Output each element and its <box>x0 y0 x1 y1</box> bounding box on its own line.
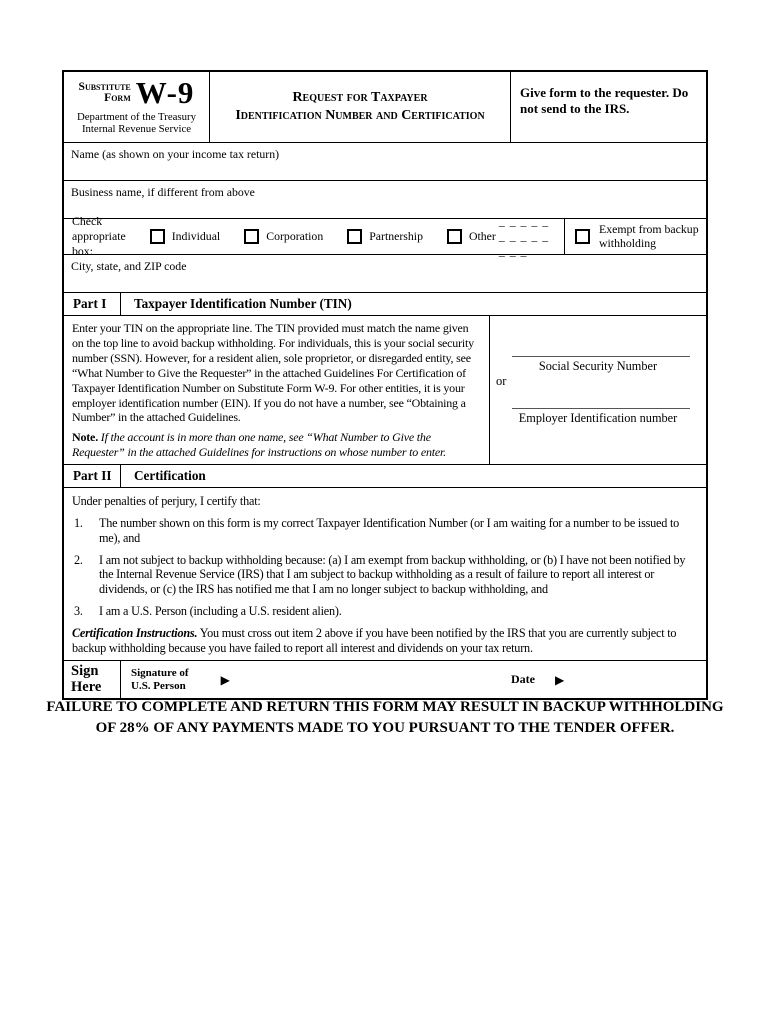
tin-entry-cell <box>489 316 706 464</box>
certification-item-3 <box>72 604 698 619</box>
partnership-checkbox[interactable] <box>347 229 362 244</box>
business-name-field[interactable] <box>64 180 706 218</box>
item2-text: I am not subject to backup withholding because: (a) I am exempt from backup withholding, or (b) I have not been notified by the Internal Revenue Service (IRS) that I am subject to backup withholding as a result of failure to report all interest or dividends, or (c) the IRS has notified me that I am no longer subject to backup withholding, and <box>99 552 686 597</box>
part1-note <box>72 430 481 460</box>
part2-label: Part II <box>64 465 121 487</box>
certification-instructions-label: Certification Instructions. <box>72 625 198 640</box>
business-name-field-label: Business name, if different from above <box>71 185 255 199</box>
corporation-label: Corporation <box>266 229 324 243</box>
part1-instructions-text: Enter your TIN on the appropriate line. The TIN provided must match the name given on the top line to avoid backup withholding. For individuals, this is your social security number (SSN). However, for a resident alien, sole proprietor, or disregarded entity, see “What Number to Give the Requester” in the attached Guidelines For Certification of Taxpayer Identification Number on Substitute Form W-9. For other entities, it is your employer identification number (EIN). If you do not have a number, see “Obtaining a Number” in the attached Guidelines. <box>72 321 474 425</box>
item1-number: 1. <box>74 515 83 530</box>
signature-of-line2: U.S. Person <box>131 679 186 692</box>
city-state-zip-field[interactable] <box>64 254 706 292</box>
warning-line2: OF 28% OF ANY PAYMENTS MADE TO YOU PURSUANT TO THE TENDER OFFER. <box>95 719 675 736</box>
here-word: Here <box>71 678 102 695</box>
department-block <box>66 111 207 136</box>
certification-instructions <box>72 626 698 656</box>
part1-label: Part I <box>64 293 121 315</box>
date-area[interactable] <box>511 672 564 687</box>
signature-of-line1: Signature of <box>131 667 189 680</box>
sign-word: Sign <box>71 663 99 680</box>
w9-form <box>62 70 708 700</box>
warning-line1: FAILURE TO COMPLETE AND RETURN THIS FORM MAY RESULT IN BACKUP WITHHOLDING <box>46 699 724 715</box>
note-text: If the account is in more than one name, see “What Number to Give the Requester” in the attached Guidelines for instructions on whose number to enter. <box>72 430 446 460</box>
substitute-form-label <box>79 82 131 104</box>
exempt-checkbox[interactable] <box>575 229 590 244</box>
form-header <box>64 72 706 142</box>
date-label: Date <box>511 672 535 687</box>
part2-body <box>64 487 706 660</box>
certification-item-1 <box>72 516 698 546</box>
form-title-line1: Request for Taxpayer <box>292 90 428 105</box>
name-field-label: Name (as shown on your income tax return) <box>71 147 280 161</box>
check-box-row-label: Check appropriate box: <box>72 214 126 258</box>
name-field[interactable] <box>64 142 706 180</box>
signature-area <box>121 661 706 698</box>
dept-line1: Department of the Treasury <box>76 110 197 123</box>
entity-type-row <box>64 214 706 258</box>
certification-instructions-text: You must cross out item 2 above if you have been notified by the IRS that you are currently subject to backup withholding because you have failed to report all interest and dividends on your tax return. <box>72 625 677 655</box>
individual-label: Individual <box>171 229 221 243</box>
date-arrow-icon: ▶ <box>555 672 565 687</box>
substitute-form-block <box>66 74 207 110</box>
part1-header <box>64 292 706 315</box>
city-state-zip-label: City, state, and ZIP code <box>71 259 187 273</box>
item3-text: I am a U.S. Person (including a U.S. resident alien). <box>99 603 342 618</box>
signature-of-label <box>131 667 189 692</box>
note-label: Note. <box>72 430 98 445</box>
item2-number: 2. <box>74 552 83 567</box>
individual-checkbox[interactable] <box>150 229 165 244</box>
part1-instructions <box>64 316 489 464</box>
signature-arrow-icon: ▶ <box>220 672 230 687</box>
or-text: or <box>496 374 507 388</box>
other-label: Other <box>468 229 496 243</box>
part1-title: Taxpayer Identification Number (TIN) <box>134 296 352 311</box>
sign-here-label <box>64 661 121 698</box>
corporation-checkbox[interactable] <box>244 229 259 244</box>
form-word: Form <box>104 91 131 104</box>
exempt-backup-withholding-cell <box>564 219 706 254</box>
partnership-label: Partnership <box>369 229 423 243</box>
dept-line2: Internal Revenue Service <box>81 123 192 135</box>
substitute-word: Substitute <box>78 80 131 93</box>
form-title-line2: Identification Number and Certification <box>235 108 485 123</box>
form-id-block <box>64 72 210 142</box>
other-checkbox[interactable] <box>447 229 462 244</box>
form-number: W-9 <box>135 74 195 110</box>
sign-here-row <box>64 660 706 698</box>
other-write-in-line[interactable]: _ _ _ _ _ _ _ _ _ _ _ _ _ <box>498 214 550 258</box>
ein-label: Employer Identification number <box>518 411 678 425</box>
ssn-label: Social Security Number <box>538 359 658 373</box>
form-title <box>210 72 511 142</box>
ein-entry-line[interactable] <box>512 408 690 409</box>
part1-body <box>64 315 706 464</box>
part2-header <box>64 464 706 487</box>
certification-item-2 <box>72 553 698 597</box>
ssn-entry-line[interactable] <box>512 356 690 357</box>
exempt-label: Exempt from backup withholding <box>599 222 699 250</box>
part2-title: Certification <box>134 468 206 484</box>
item3-number: 3. <box>74 603 83 618</box>
give-form-instruction: Give form to the requester. Do not send to the IRS. <box>520 85 689 116</box>
certification-intro: Under penalties of perjury, I certify that: <box>72 494 261 509</box>
item1-text: The number shown on this form is my correct Taxpayer Identification Number (or I am waiting for a number to be issued to me), and <box>99 515 680 545</box>
entity-type-options <box>64 214 564 258</box>
backup-withholding-warning <box>0 697 770 738</box>
